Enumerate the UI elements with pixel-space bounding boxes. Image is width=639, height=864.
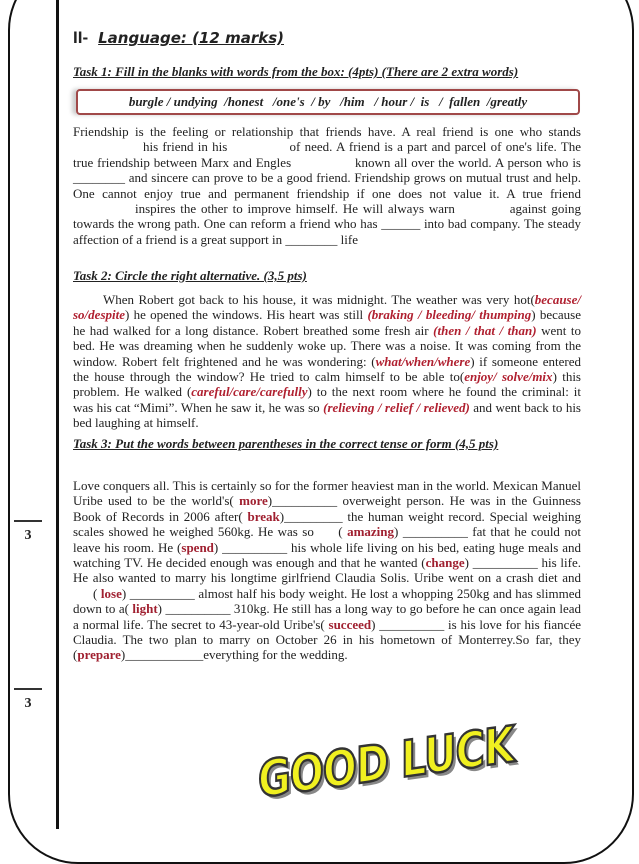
- text: into bad company. The steady affection of a friend is a great support in: [73, 216, 581, 247]
- text: everything for the wedding.: [203, 647, 348, 663]
- text: his life. He also wanted to marry his longtime girlfriend Claudia Solis. Uribe went on a crash diet and: [73, 555, 581, 586]
- answer-blank[interactable]: __________: [272, 493, 338, 509]
- text: ): [157, 601, 166, 617]
- task3-paragraph: [73, 478, 581, 663]
- text: is his love for his fiancée Claudia. The two plan to marry on October 26 in his hometown of Monterrey.So far, they (: [73, 616, 581, 663]
- verb-prompt: break: [247, 508, 280, 524]
- task1-title: [73, 64, 581, 79]
- verb-prompt: spend: [181, 539, 214, 555]
- verb-prompt: change: [425, 555, 465, 571]
- text: the human weight record. Special weighing scales showed he weighed 560kg. He was so: [73, 508, 581, 540]
- score-value: 3: [24, 696, 32, 711]
- text: (: [338, 524, 348, 540]
- answer-blank[interactable]: _________: [284, 508, 343, 524]
- text: ): [464, 555, 473, 571]
- text: and sincere can prove to be a good friend. Friendship grows on mutual trust and help. One cannot enjoy true and permanent friendship if one does not value it. A true friend: [73, 170, 581, 201]
- text: ) because he had walked for a long distance. Robert breathed some fresh air: [73, 307, 581, 338]
- text: ) to the next room where he found the criminal: it was his cat “Mimi”. When he saw it, he was so: [73, 384, 581, 415]
- verb-prompt: lose: [100, 585, 122, 601]
- verb-prompt: prepare: [77, 647, 121, 663]
- text: his friend in his: [143, 139, 232, 155]
- task-title: Task 3: Put the words between parentheses in the correct tense or form (4,5 pts): [73, 436, 499, 451]
- text: (: [93, 585, 101, 601]
- text: When Robert got back to his house, it was midnight. The weather was very hot(: [103, 292, 535, 307]
- text: ) he opened the windows. His heart was still: [125, 307, 368, 323]
- answer-blank[interactable]: ______: [381, 216, 421, 232]
- task-title: Task 1: Fill in the blanks with words from the box: (4pts) (There are 2 extra words): [73, 64, 519, 79]
- answer-blank[interactable]: __________: [165, 601, 231, 617]
- text: ) if someone entered the house through the window? He tried to calm himself to be able to(: [73, 353, 582, 385]
- text: ): [267, 493, 273, 509]
- alternatives: (then / that / than): [433, 322, 537, 338]
- text: ) this problem. He walked (: [73, 369, 581, 400]
- text: ): [279, 508, 285, 524]
- answer-blank[interactable]: __________: [472, 555, 538, 571]
- alternatives: what/when/where: [375, 353, 471, 369]
- alternatives: (relieving / relief / relieved): [323, 399, 470, 415]
- text: inspires the other to improve himself. He will always warn: [135, 201, 460, 217]
- text: ): [120, 647, 126, 663]
- answer-blank[interactable]: __________: [129, 585, 195, 601]
- good-luck-wordart: GOOD LUCK: [258, 716, 514, 810]
- alternatives: because/ so/despite: [73, 292, 581, 323]
- text: of need. A friend is a part and parcel of one's life. The true friendship between Marx and Engles: [73, 139, 581, 170]
- verb-prompt: succeed: [328, 616, 372, 632]
- text: ): [371, 616, 380, 632]
- section-title: Language: (12 marks): [98, 29, 284, 47]
- word-box: burgle / undying /honest /one's / by /him / hour / is / fallen /greatly: [76, 89, 580, 115]
- text: Friendship is the feeling or relationship that friends have. A real friend is one who stands: [73, 124, 581, 139]
- task3-title: [73, 436, 581, 451]
- answer-blank[interactable]: ________: [285, 231, 338, 247]
- section-heading: [73, 28, 284, 48]
- alternatives: careful/care/carefully: [191, 384, 308, 400]
- task1-paragraph: [73, 124, 581, 247]
- text: ): [213, 539, 223, 555]
- text: 310kg. He still has a long way to go before he can once again lead a normal life. The secret to 43-year-old Uribe's(: [73, 601, 582, 632]
- text: overweight person. He was in the Guinness Book of Records in 2006 after(: [73, 493, 581, 524]
- text: ): [121, 585, 130, 601]
- text: life: [337, 231, 358, 247]
- text: against going towards the wrong path. One can reform a friend who has: [73, 201, 581, 232]
- text: went to bed. He was dreaming when he suddenly woke up. There was a noise. It was coming from the window. Robert felt frightened and he was wondering: (: [73, 322, 581, 369]
- task-title: Task 2: Circle the right alternative. (3,5 pts): [73, 268, 307, 283]
- alternatives: (braking / bleeding/ thumping: [367, 307, 532, 323]
- score-box-1: [8, 520, 48, 544]
- task2-paragraph: [73, 292, 581, 431]
- score-box-2: [8, 688, 48, 712]
- section-number: II-: [73, 28, 89, 47]
- answer-blank[interactable]: ________: [73, 170, 125, 186]
- alternatives: enjoy/ solve/mix: [464, 369, 553, 385]
- answer-blank[interactable]: __________: [379, 616, 445, 632]
- answer-blank[interactable]: __________: [222, 539, 288, 555]
- verb-prompt: light: [132, 601, 158, 617]
- verb-prompt: more: [239, 493, 268, 509]
- task2-title: [73, 268, 581, 283]
- text: fat that he could not leave his room. He (: [73, 524, 581, 555]
- answer-blank[interactable]: ____________: [125, 647, 204, 663]
- text: and went back to his bed laughing at himself.: [73, 399, 581, 431]
- text: almost half his body weight. He lost a whopping 250kg and has slimmed down to a(: [73, 585, 581, 617]
- text: known all over the world. A person who is: [355, 154, 581, 170]
- answer-blank[interactable]: __________: [402, 524, 468, 540]
- text: his whole life living on his bed, eating huge meals and watching TV. He decided enough was enough and that he wanted (: [73, 539, 581, 571]
- score-value: 3: [24, 528, 32, 543]
- text: ): [394, 524, 403, 540]
- text: Love conquers all. This is certainly so for the former heaviest man in the world. Mexican Manuel Uribe used to be the world's(: [73, 478, 581, 509]
- verb-prompt: amazing: [347, 524, 395, 540]
- margin-line: [56, 0, 59, 829]
